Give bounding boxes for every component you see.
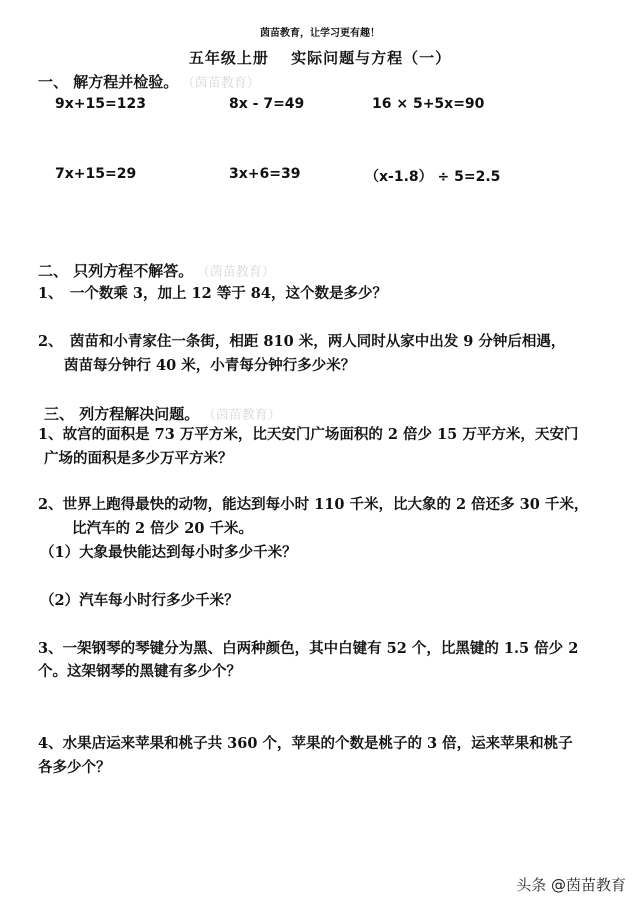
section-1-heading [38,71,260,92]
page-banner: 茵苗教育，让学习更有趣！ [260,28,380,39]
section-1-heading-text: 一、 解方程并检验。 [38,73,179,91]
equation-4: 7x+15=29 [55,166,137,182]
section-3-question-2-sub-1: （1）大象最快能达到每小时多少千米？ [40,544,297,561]
equation-3: 16 × 5+5x=90 [372,96,485,112]
section-2-heading-text: 二、 只列方程不解答。 [38,262,194,280]
section-1-watermark: （茵苗教育） [188,76,260,91]
section-3-heading [44,403,281,424]
section-2-question-1: 1、 一个数乘 3，加上 12 等于 84，这个数是多少？ [38,285,387,302]
source-logo: 头条 [516,876,547,894]
page-title: 五年级上册 实际问题与方程（一） [188,49,452,67]
section-3-question-1-line-1: 1、故宫的面积是 73 万平方米，比天安门广场面积的 2 倍少 15 万平方米，天安门 [38,426,579,443]
section-3-question-2-line-1: 2、世界上跑得最快的动物，能达到每小时 110 千米，比大象的 2 倍还多 30 千米， [38,496,589,513]
section-3-watermark: （茵苗教育） [209,408,281,423]
section-2-question-2-line-2: 茵苗每分钟行 40 米，小青每分钟行多少米？ [64,357,356,374]
section-3-question-2-sub-2: （2）汽车每小时行多少千米？ [40,592,239,609]
section-2-watermark: （茵苗教育） [203,265,275,280]
section-2-question-2-line-1: 2、 茵苗和小青家住一条街，相距 810 米，两人同时从家中出发 9 分钟后相遇， [38,333,566,350]
section-2-heading [38,260,275,281]
section-3-question-3-line-2: 个。这架钢琴的黑键有多少个？ [38,663,241,680]
source-watermark [516,874,626,895]
section-3-question-4-line-1: 4、水果店运来苹果和桃子共 360 个，苹果的个数是桃子的 3 倍，运来苹果和桃子 [38,735,573,752]
equation-1: 9x+15=123 [55,96,146,112]
section-3-question-1-line-2: 广场的面积是多少万平方米？ [44,450,233,467]
equation-6: （x-1.8） ÷ 5=2.5 [365,169,501,185]
section-3-question-4-line-2: 各多少个？ [38,759,111,776]
equation-5: 3x+6=39 [229,166,301,182]
source-account: @茵苗教育 [550,876,626,894]
section-3-question-3-line-1: 3、一架钢琴的琴键分为黑、白两种颜色，其中白键有 52 个，比黑键的 1.5 倍少 2 [38,640,579,657]
section-3-question-2-line-2: 比汽车的 2 倍少 20 千米。 [72,520,253,537]
section-3-heading-text: 三、 列方程解决问题。 [44,405,200,423]
equation-2: 8x - 7=49 [229,96,305,112]
